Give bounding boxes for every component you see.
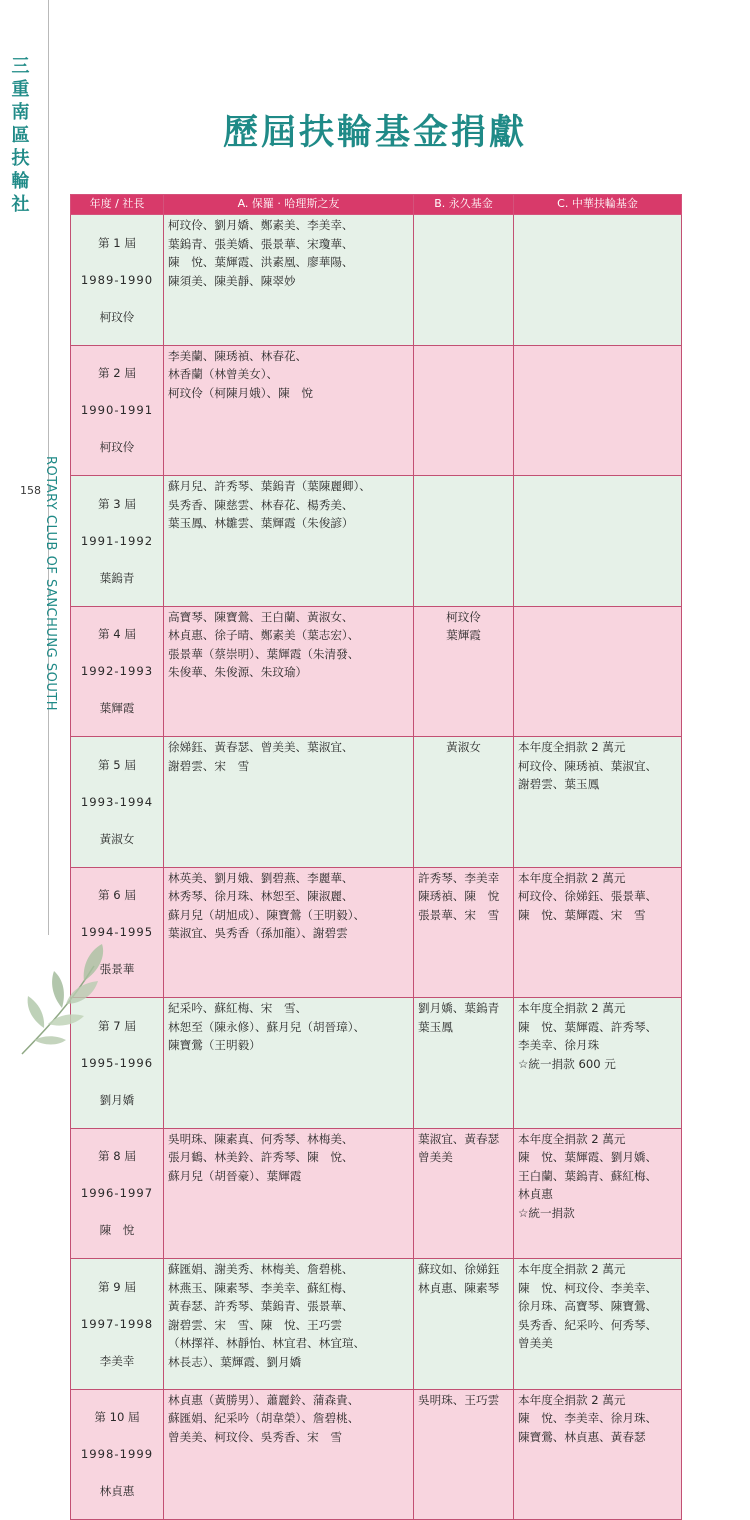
session-cell: 第 9 屆 1997-1998 李美幸 [71,1259,164,1390]
paul-harris-cell: 柯玟伶、劉月嬌、鄭素美、李美幸、 葉鎢青、張美嬌、張景華、宋瓊華、 陳 悅、葉輝霞、洪素凰、廖華陽、 陳須美、陳美靜、陳翠妙 [164,215,414,346]
paul-harris-cell: 紀采吟、蘇紅梅、宋 雪、 林恕至（陳永修）、蘇月兒（胡晉璋）、 陳寶鶯（王明毅） [164,998,414,1129]
paul-harris-cell: 吳明珠、陳素真、何秀琴、林梅美、 張月鶴、林美鈴、許秀琴、陳 悅、 蘇月兒（胡晉豪）、葉輝霞 [164,1128,414,1259]
session-cell: 第 1 屆 1989-1990 柯玟伶 [71,215,164,346]
paul-harris-cell: 蘇匯娟、謝美秀、林梅美、詹碧桃、 林燕玉、陳素琴、李美幸、蘇紅梅、 黃春瑟、許秀琴、葉鎢青、張景華、 謝碧雲、宋 雪、陳 悅、王巧雲 （林擇祥、林靜怡、林宜君、林宜瑄、 林長志）、葉輝霞、劉月嬌 [164,1259,414,1390]
donation-table [70,194,682,1520]
taiwan-fund-cell [514,606,682,737]
table-row [71,867,682,998]
paul-harris-cell: 林貞惠（黃勝男）、蕭麗鈴、蒲森貴、 蘇匯娟、紀采吟（胡韋榮）、詹碧桃、 曾美美、柯玟伶、吳秀香、宋 雪 [164,1389,414,1520]
header-session: 年度 / 社長 [71,195,164,215]
taiwan-fund-cell: 本年度全捐款 2 萬元 陳 悅、李美幸、徐月珠、 陳寶鶯、林貞惠、黃春瑟 [514,1389,682,1520]
permanent-fund-cell: 葉淑宜、黃春瑟 曾美美 [414,1128,514,1259]
table-row [71,345,682,476]
permanent-fund-cell: 黃淑女 [414,737,514,868]
paul-harris-cell: 李美蘭、陳琇禎、林春花、 林香蘭（林曾美女）、 柯玟伶（柯陳月娥）、陳 悅 [164,345,414,476]
taiwan-fund-cell: 本年度全捐款 2 萬元 陳 悅、柯玟伶、李美幸、 徐月珠、高寶琴、陳寶鶯、 吳秀香、紀采吟、何秀琴、 曾美美 [514,1259,682,1390]
permanent-fund-cell: 蘇玟如、徐娣鈺 林貞惠、陳素琴 [414,1259,514,1390]
taiwan-fund-cell [514,215,682,346]
permanent-fund-cell: 許秀琴、李美幸 陳琇禎、陳 悅 張景華、宋 雪 [414,867,514,998]
side-club-subtitle: ROTARY CLUB OF SANCHUNG SOUTH [43,456,58,712]
page-number: 158 [20,484,41,497]
session-cell: 第 8 屆 1996-1997 陳 悅 [71,1128,164,1259]
table-row [71,215,682,346]
taiwan-fund-cell [514,345,682,476]
table-row [71,476,682,607]
permanent-fund-cell: 柯玟伶 葉輝霞 [414,606,514,737]
table-row [71,606,682,737]
paul-harris-cell: 蘇月兒、許秀琴、葉鎢青（葉陳麗卿）、 吳秀香、陳慈雲、林春花、楊秀美、 葉玉鳳、林雛雲、葉輝霞（朱俊諺） [164,476,414,607]
session-cell: 第 7 屆 1995-1996 劉月嬌 [71,998,164,1129]
header-permanent-fund: B. 永久基金 [414,195,514,215]
paul-harris-cell: 林英美、劉月娥、劉碧燕、李麗華、 林秀琴、徐月珠、林恕至、陳淑麗、 蘇月兒（胡旭成）、陳寶鶯（王明毅）、 葉淑宜、吳秀香（孫加龍）、謝碧雲 [164,867,414,998]
table-row [71,1259,682,1390]
permanent-fund-cell [414,345,514,476]
session-cell: 第 5 屆 1993-1994 黃淑女 [71,737,164,868]
session-cell: 第 2 屆 1990-1991 柯玟伶 [71,345,164,476]
permanent-fund-cell [414,215,514,346]
session-cell: 第 10 屆 1998-1999 林貞惠 [71,1389,164,1520]
side-club-title: 三 重 南 區 扶 輪 社 [11,56,31,215]
table-row [71,998,682,1129]
session-cell: 第 3 屆 1991-1992 葉鎢青 [71,476,164,607]
table-row [71,737,682,868]
page-title: 歷屆扶輪基金捐獻 [222,112,527,154]
paul-harris-cell: 徐娣鈺、黃春瑟、曾美美、葉淑宜、 謝碧雲、宋 雪 [164,737,414,868]
taiwan-fund-cell: 本年度全捐款 2 萬元 陳 悅、葉輝霞、許秀琴、 李美幸、徐月珠 ☆統一捐款 600 元 [514,998,682,1129]
header-paul-harris: A. 保羅 ‧ 哈理斯之友 [164,195,414,215]
permanent-fund-cell: 劉月嬌、葉鎢青 葉玉鳳 [414,998,514,1129]
taiwan-fund-cell [514,476,682,607]
taiwan-fund-cell: 本年度全捐款 2 萬元 柯玟伶、陳琇禎、葉淑宜、 謝碧雲、葉玉鳳 [514,737,682,868]
leaf-branch-icon [14,936,114,1056]
permanent-fund-cell [414,476,514,607]
table-row [71,1128,682,1259]
permanent-fund-cell: 吳明珠、王巧雲 [414,1389,514,1520]
taiwan-fund-cell: 本年度全捐款 2 萬元 陳 悅、葉輝霞、劉月嬌、 王白蘭、葉鎢青、蘇紅梅、 林貞惠 ☆統一捐款 [514,1128,682,1259]
session-cell: 第 4 屆 1992-1993 葉輝霞 [71,606,164,737]
table-row [71,1389,682,1520]
table-header-row [71,195,682,215]
taiwan-fund-cell: 本年度全捐款 2 萬元 柯玟伶、徐娣鈺、張景華、 陳 悅、葉輝霞、宋 雪 [514,867,682,998]
session-cell: 第 6 屆 1994-1995 張景華 [71,867,164,998]
header-taiwan-fund: C. 中華扶輪基金 [514,195,682,215]
paul-harris-cell: 高寶琴、陳寶鶯、王白蘭、黃淑女、 林貞惠、徐子晴、鄭素美（葉志宏）、 張景華（蔡崇明）、葉輝霞（朱清發、 朱俊華、朱俊源、朱玟瑜） [164,606,414,737]
